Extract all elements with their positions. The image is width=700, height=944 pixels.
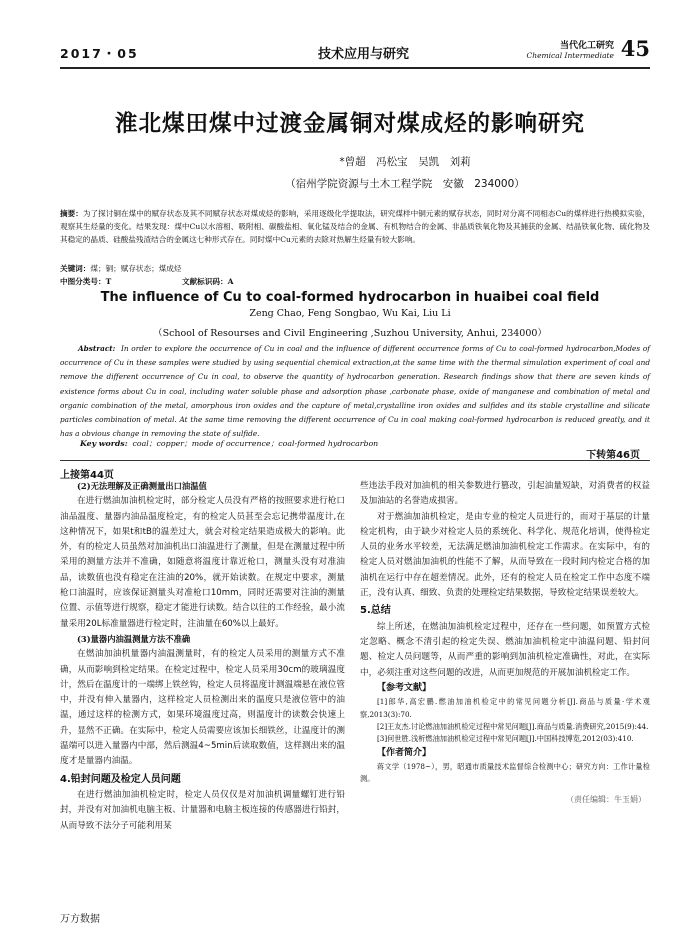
abstract-en-label: Abstract [78,344,113,353]
column-label: 技术应用与研究 [318,47,410,62]
keywords-en-text: coal；copper；mode of occurrence；coal-formed hydrocarbon [132,439,379,448]
abstract-cn-text: 为了探讨铜在煤中的赋存状态及其不同赋存状态对煤成烃的影响，采用逐级化学提取法，研究煤样中铜元素的赋存状态，同时对分离不同相态Cu的煤样进行热模拟实验，观察其生烃量的变化。结果发现：煤中Cu以水溶相、吸附相、碳酸盐相、氧化锰及结合的金属、有机物结合的金属、非晶质铁氧化物及其捕获的金属、结晶铁氧化物、硫化物及其稳定的晶质、硅酸盐残渣结合的金属这七种形式存在。同时煤中Cu元素的去除对热解生烃量有较大影响。 [60,209,650,245]
reference-item: [1]郎华,高宏鹏.燃油加油机检定中的常见问题分析[J].商品与质量·学术观察,2013(3):70. [360,697,650,719]
article-title: 淮北煤田煤中过渡金属铜对煤成烃的影响研究 [114,111,585,137]
abstract-en-text: In order to explore the occurrence of Cu in coal and the influence of different occurrence forms of Cu to coal-formed hydrocarbon,Modes of occurrence of Cu in these samples were studied by using sequential chemical extraction,at the same time with the thermal simulation experiment of coal and remove the different occurrence of Cu in coal, to observe the quantity of hydrocarbon generation. Research findings show that there are seven kinds of existence forms about Cu in coal, including water soluble phase and adsorption phase ,carbonate phase, oxide of manganese and combination of metal and organic combination of the metal, amorphous iron oxides and the capture of metal,crystalline iron oxides and sulfides and its stable crystalline and silicate particles combination of metal. At the same time removing the different occurrence of Cu in coal making coal-formed hydrocarbon is reduced greatly, and it has a obvious change in removing the state of sulfide. [60,344,650,439]
doc-code-value: A [227,277,234,286]
article-affiliation: （宿州学院资源与土木工程学院 安徽 234000） [285,178,525,190]
abstract-cn-label: 摘要： [60,209,83,218]
issue-label: 2017・05 [60,46,139,61]
english-authors: Zeng Chao, Feng Songbao, Wu Kai, Liu Li [249,308,451,319]
section-rule [60,460,650,461]
body-column-left [60,479,345,834]
editor-note: （责任编辑：牛玉娟） [566,794,646,804]
continued-from-note: 上接第44页 [60,470,114,481]
reference-item: 蒋文学（1978~），男，昭通市质量技术监督综合检测中心；研究方向：工作计量检测。 [360,762,650,784]
keywords-cn-text: 煤；铜；赋存状态；煤成烃 [90,264,182,273]
body-paragraph: 综上所述，在燃油加油机检定过程中，还存在一些问题，如预置方式检定忽略、概念不清引起的检定失误、燃油加油机检定中油温问题、铅封问题、检定人员问题等，从而严重的影响到加油机检定准确性，对此，在实际中，必须注重对这些问题的改进，从而更加规范的开展加油机检定工作。 [360,621,650,678]
page-number: 45 [620,36,650,61]
magazine-name-cn: 当代化工研究 [559,41,614,51]
keywords-cn [60,263,182,274]
clc-label: 中图分类号： [60,277,106,286]
page-header [60,36,650,66]
classification-line [60,276,620,287]
body-column-right [360,479,650,807]
english-title: The influence of Cu to coal-formed hydrocarbon in huaibei coal field [100,290,600,305]
subsection-heading: (2)无法理解及正确测量出口油温值 [77,481,207,491]
reference-heading: 【作者简介】 [377,747,432,758]
magazine-name [527,38,614,60]
continued-to-note: 下转第46页 [586,450,640,461]
clc-value: T [105,277,112,286]
abstract-cn [60,207,650,247]
article-authors: *曾超 冯松宝 吴凯 刘莉 [339,156,471,168]
section-heading: 5.总结 [360,605,391,617]
keywords-cn-label: 关键词： [60,264,91,273]
keywords-en: Key words: coal；copper；mode of occurrence；coal-formed hydrocarbon [80,439,379,448]
keywords-en-label: Key words [80,439,125,448]
doc-code-label: 文献标识码： [182,277,228,286]
header-rule [60,67,650,69]
abstract-en: Abstract: In order to explore the occurrence of Cu in coal and the influence of different occurrence forms of Cu to coal-formed hydrocarbon,Modes of occurrence of Cu in these samples were studied by using sequential chemical extraction,at the same time with the thermal simulation experiment of coal and remove the different occurrence of Cu in coal, to observe the quantity of hydrocarbon generation. Research findings show that there are seven kinds of existence forms about Cu in coal, including water soluble phase and adsorption phase ,carbonate phase, oxide of manganese and combination of metal and organic combination of the metal, amorphous iron oxides and the capture of metal,crystalline iron oxides and sulfides and its stable crystalline and silicate particles combination of metal. At the same time removing the different occurrence of Cu in coal making coal-formed hydrocarbon is reduced greatly, and it has a obvious change in removing the state of sulfide. [60,344,650,439]
reference-item: [3]何世胜.浅析燃油加油机检定过程中常见问题[J].中国科技博览,2012(03):410. [377,734,634,744]
body-paragraph: 对于燃油加油机检定，是由专业的检定人员进行的，而对于基层的计量检定机构，由于缺少对检定人员的系统化、科学化、规范化培训，使得检定人员的业务水平较差，无法满足燃油加油机检定工作需求。在实际中，有的检定人员对燃油加油机的性能不了解，从而导致在一段时间内检定合格的加油机在运行中存在超差情况。此外，还有的检定人员在检定工作中态度不端正，没有认真、细致、负责的处理检定结果数据，导致检定结果误差较大。 [360,511,650,599]
footer-watermark: 万方数据 [60,914,100,925]
body-paragraph: 些违法手段对加油机的相关参数进行篡改，引起油量短缺，对消费者的权益及加油站的名誉造成损害。 [360,481,650,507]
body-paragraph: 在燃油加油机量器内油温测量时，有的检定人员采用的测量方式不准确，从而影响到检定结果。在检定过程中，检定人员采用30cm的玻璃温度计，然后在温度计的一端绑上铁丝钩，检定人员将温度计测温端悬在液位管中，并没有伸入量器内，这样检定人员检测出来的温度只是液位管中的油温，通过这样的检测方式，如果环境温度过高，则温度计的读数会快速上升，显然不正确。在实际中，检定人员需要应该加长细铁丝，让温度计的测温端可以进入量器内中部，然后测温4~5min后读取数值，这样测出来的温度才是量器内油温。 [60,649,345,767]
section-heading: 4.铅封问题及检定人员问题 [60,773,181,785]
body-paragraph: 在进行燃油加油机检定时，部分检定人员没有严格的按照要求进行枪口油品温度、量器内油品温度检定，有的检定人员甚至会忘记携带温度计,在这种情况下，如果t和tB的温差过大，就会对检定结果造成极大的影响。此外，有的检定人员虽然对加油机出口油温进行了测量，但是在测量过程中所采用的测量方法并不准确，如随意将温度计靠近枪口，测量头没有对准油品，读数值也没有稳定在注油的20%，就开始读数。在规定中要求，测量枪口油温时，应该保证测量头对准枪口10mm，同时还需要对注油的测量位置、示值等进行规察，稳定才能进行读数。结合以往的工作经验，最小流量采用20L标准量器进行检定时，注油量在60%以上最好。 [60,496,345,629]
reference-heading: 【参考文献】 [377,682,432,693]
reference-item: [2]王友杰.讨论燃油加油机检定过程中常见问题[J].商品与质量.消费研究,2015(9):44. [377,721,649,731]
subsection-heading: (3)量器内油温测量方法不准确 [77,633,191,644]
body-paragraph: 在进行燃油加油机检定时，检定人员仅仅是对加油机调量螺钉进行铅封，并没有对加油机电脑主板、计量器和电脑主板连接的传感器进行铅封，从而导致不法分子可能利用某 [60,789,345,831]
magazine-name-en: Chemical Intermediate [526,51,614,60]
english-affiliation: （School of Resourses and Civil Engineering ,Suzhou University, Anhui, 234000） [153,328,547,339]
